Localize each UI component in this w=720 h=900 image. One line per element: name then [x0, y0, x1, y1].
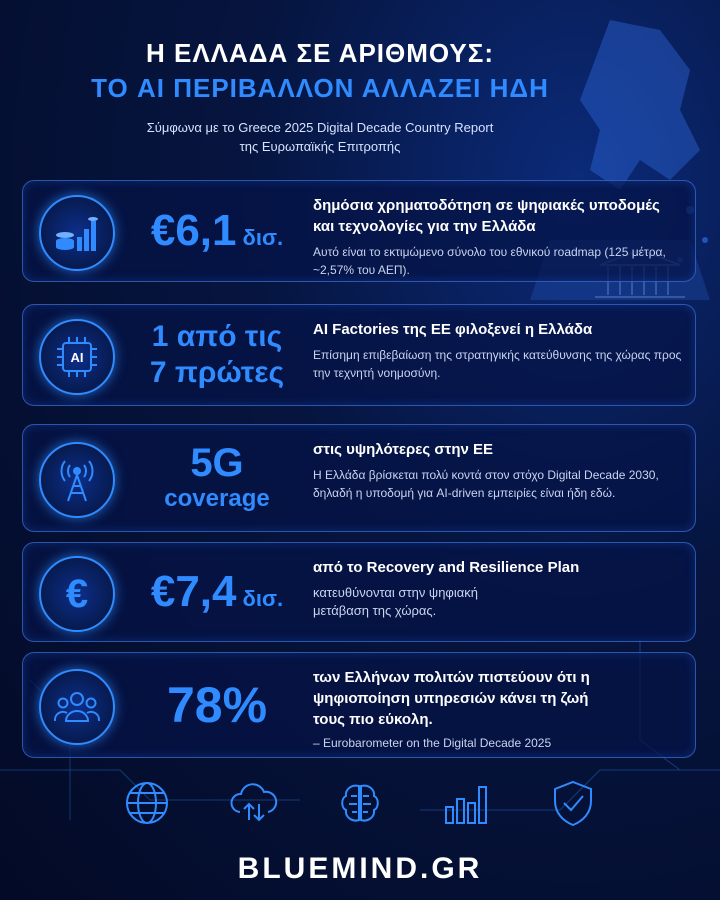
description-body: Η Ελλάδα βρίσκεται πολύ κοντά στον στόχο Digital Decade 2030, δηλαδή η υποδομή για AI-driven εμπειρίες είναι ήδη εδώ. — [313, 468, 659, 500]
header — [0, 38, 640, 156]
stat-unit: δισ. — [242, 586, 284, 611]
source-line-2: της Ευρωπαϊκής Επιτροπής — [239, 139, 401, 154]
stat-description — [313, 195, 683, 279]
globe-icon — [120, 776, 174, 830]
stat-value — [127, 305, 307, 405]
brand-logo-text[interactable]: BLUEMIND.GR — [237, 852, 483, 885]
stat-card-funding — [22, 180, 696, 282]
stat-description — [313, 439, 683, 502]
stat-amount: €6,1 — [150, 206, 237, 255]
stat-description — [313, 667, 613, 752]
stat-value — [127, 543, 307, 641]
brain-icon — [333, 776, 387, 830]
stat-card-5g — [22, 424, 696, 532]
source-line-1: Σύμφωνα με το Greece 2025 Digital Decade Country Report — [146, 120, 494, 135]
description-body: Αυτό είναι το εκτιμώμενο σύνολο του εθνικού roadmap (125 μέτρα, ~2,57% του ΑΕΠ). — [313, 245, 666, 277]
antenna-tower-icon — [39, 442, 115, 518]
description-title: των Ελλήνων πολιτών πιστεύουν ότι η ψηφιοποίηση υπηρεσιών κάνει τη ζωή τους πιο εύκολη. — [313, 669, 590, 728]
description-body: Επίσημη επιβεβαίωση της στρατηγικής κατεύθυνσης της χώρας προς την τεχνητή νοημοσύνη. — [313, 348, 682, 380]
description-title: από το Recovery and Resilience Plan — [313, 559, 580, 576]
stat-line-1: 5G — [190, 441, 244, 485]
stat-line-2: 7 πρώτες — [149, 356, 285, 389]
description-title: δημόσια χρηματοδότηση σε ψηφιακές υποδομές και τεχνολογίες για την Ελλάδα — [313, 197, 660, 235]
people-group-icon — [39, 669, 115, 745]
stat-percent: 78% — [166, 677, 268, 733]
page-title: Η ΕΛΛΑΔΑ ΣΕ ΑΡΙΘΜΟΥΣ: — [145, 38, 495, 68]
source-note — [0, 118, 640, 156]
coins-chart-icon — [39, 195, 115, 271]
page-subtitle-headline: ΤΟ AI ΠΕΡΙΒΑΛΛΟΝ ΑΛΛΑΖΕΙ ΗΔΗ — [91, 73, 549, 103]
stat-card-recovery-plan — [22, 542, 696, 642]
stat-value — [127, 181, 307, 281]
ai-chip-icon — [39, 319, 115, 395]
stat-line-1: 1 από τις — [151, 320, 283, 353]
stat-card-ai-factories — [22, 304, 696, 406]
euro-symbol: € — [65, 571, 89, 616]
description-source: – Eurobarometer on the Digital Decade 2025 — [313, 736, 552, 750]
bottom-icon-row — [120, 776, 600, 830]
stat-line-2: coverage — [164, 485, 270, 512]
euro-icon — [39, 556, 115, 632]
stat-value — [127, 653, 307, 757]
stat-description — [313, 557, 633, 620]
description-body: κατευθύνονται στην ψηφιακή μετάβαση της χώρας. — [313, 585, 478, 618]
cloud-sync-icon — [227, 776, 281, 830]
stat-description — [313, 319, 683, 382]
bar-chart-icon — [440, 776, 494, 830]
ai-chip-label: AI — [70, 350, 84, 365]
stat-amount: €7,4 — [150, 567, 237, 616]
shield-check-icon — [546, 776, 600, 830]
stat-unit: δισ. — [242, 225, 284, 250]
stat-value — [127, 425, 307, 531]
description-title: AI Factories της ΕΕ φιλοξενεί η Ελλάδα — [313, 321, 593, 338]
stat-card-citizens — [22, 652, 696, 758]
description-title: στις υψηλότερες στην ΕΕ — [313, 441, 494, 458]
